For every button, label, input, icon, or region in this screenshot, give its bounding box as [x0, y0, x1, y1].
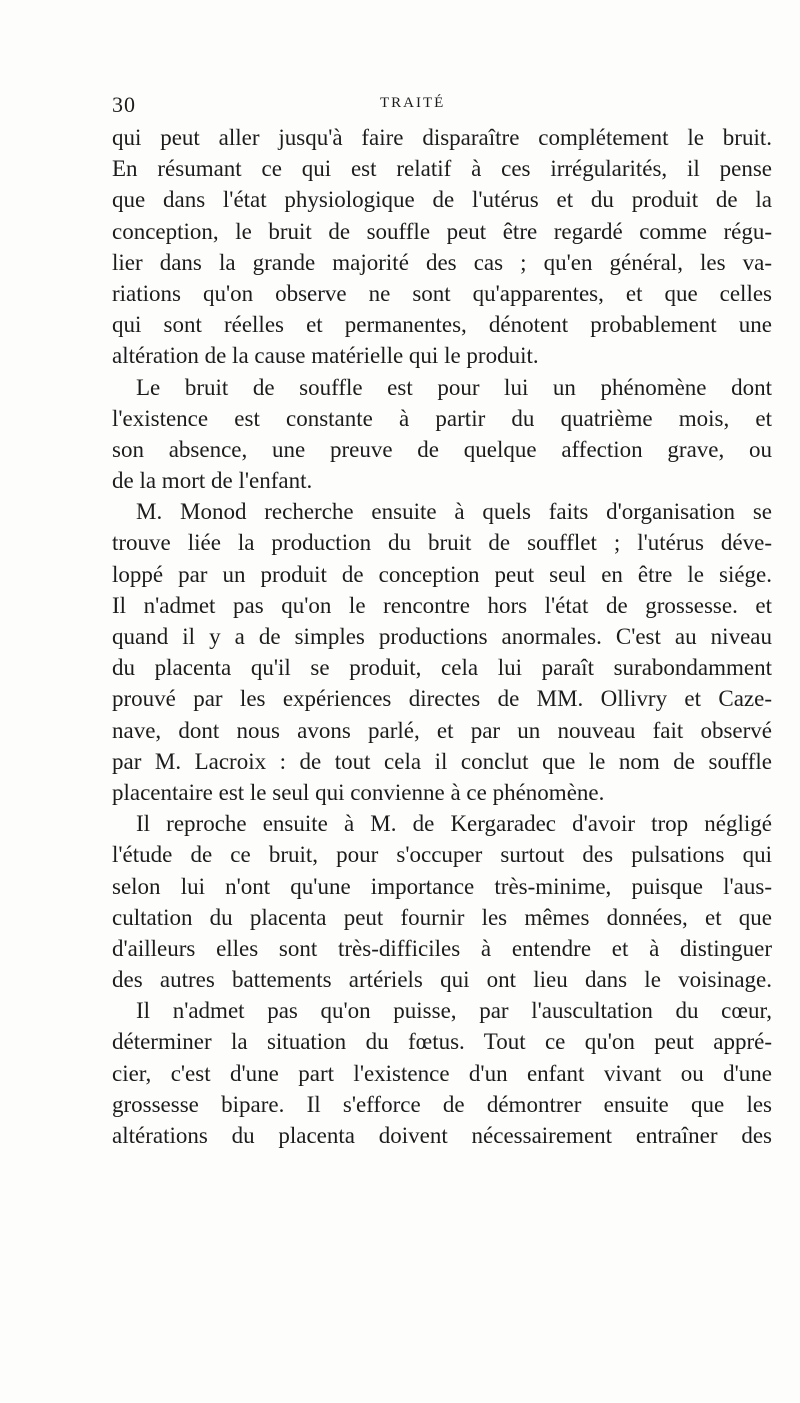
text-line: conception, le bruit de souffle peut être regardé comme régu- — [112, 218, 772, 244]
text-line: Il n'admet pas qu'on le rencontre hors l'état de grossesse. et — [112, 592, 772, 618]
paragraph-start-line: Il reproche ensuite à M. de Kergaradec d'avoir trop négligé — [136, 811, 772, 837]
text-line: cier, c'est d'une part l'existence d'un enfant vivant ou d'une — [112, 1060, 772, 1086]
running-head: TRAITÉ — [380, 95, 446, 111]
text-line: altération de la cause matérielle qui le produit. — [112, 343, 539, 369]
text-line: qui sont réelles et permanentes, dénotent probablement une — [112, 312, 772, 338]
text-line: altérations du placenta doivent nécessairement entraîner des — [112, 1123, 772, 1148]
text-line: son absence, une preuve de quelque affection grave, ou — [112, 436, 772, 462]
paragraph-start-line: Le bruit de souffle est pour lui un phénomène dont — [136, 374, 772, 400]
page-header — [112, 92, 772, 116]
text-line: cultation du placenta peut fournir les mêmes données, et que — [112, 904, 772, 930]
paragraph-start-line: M. Monod recherche ensuite à quels faits d'organisation se — [136, 499, 772, 525]
text-line: prouvé par les expériences directes de MM. Ollivry et Caze- — [112, 686, 772, 712]
text-line: quand il y a de simples productions anormales. C'est au niveau — [112, 624, 772, 649]
text-line: par M. Lacroix : de tout cela il conclut que le nom de souffle — [112, 748, 772, 774]
text-line: placentaire est le seul qui convienne à ce phénomène. — [112, 779, 605, 805]
text-line: En résumant ce qui est relatif à ces irrégularités, il pense — [112, 156, 772, 182]
text-line: déterminer la situation du fœtus. Tout ce qu'on peut appré- — [112, 1029, 772, 1055]
text-line: grossesse bipare. Il s'efforce de démontrer ensuite que les — [112, 1091, 772, 1117]
text-line: du placenta qu'il se produit, cela lui paraît surabondamment — [112, 655, 772, 681]
text-line: de la mort de l'enfant. — [112, 468, 313, 494]
text-line: riations qu'on observe ne sont qu'apparentes, et que celles — [112, 280, 772, 306]
text-line: qui peut aller jusqu'à faire disparaître complétement le bruit. — [112, 125, 772, 150]
text-line: l'étude de ce bruit, pour s'occuper surtout des pulsations qui — [112, 842, 772, 868]
page-number: 30 — [112, 92, 136, 117]
text-line: l'existence est constante à partir du quatrième mois, et — [112, 405, 772, 431]
text-line: trouve liée la production du bruit de soufflet ; l'utérus déve- — [112, 530, 772, 556]
text-line: des autres battements artériels qui ont lieu dans le voisinage. — [112, 967, 772, 993]
text-line: loppé par un produit de conception peut seul en être le siége. — [112, 561, 772, 587]
text-line: d'ailleurs elles sont très-difficiles à entendre et à distinguer — [112, 935, 772, 961]
text-line: que dans l'état physiologique de l'utérus et du produit de la — [112, 187, 772, 213]
text-line: nave, dont nous avons parlé, et par un nouveau fait observé — [112, 717, 772, 743]
paragraph-start-line: Il n'admet pas qu'on puisse, par l'auscultation du cœur, — [136, 998, 772, 1024]
text-line: lier dans la grande majorité des cas ; qu'en général, les va- — [112, 249, 772, 275]
text-line: selon lui n'ont qu'une importance très-minime, puisque l'aus- — [112, 873, 772, 899]
body-text — [112, 122, 772, 1151]
